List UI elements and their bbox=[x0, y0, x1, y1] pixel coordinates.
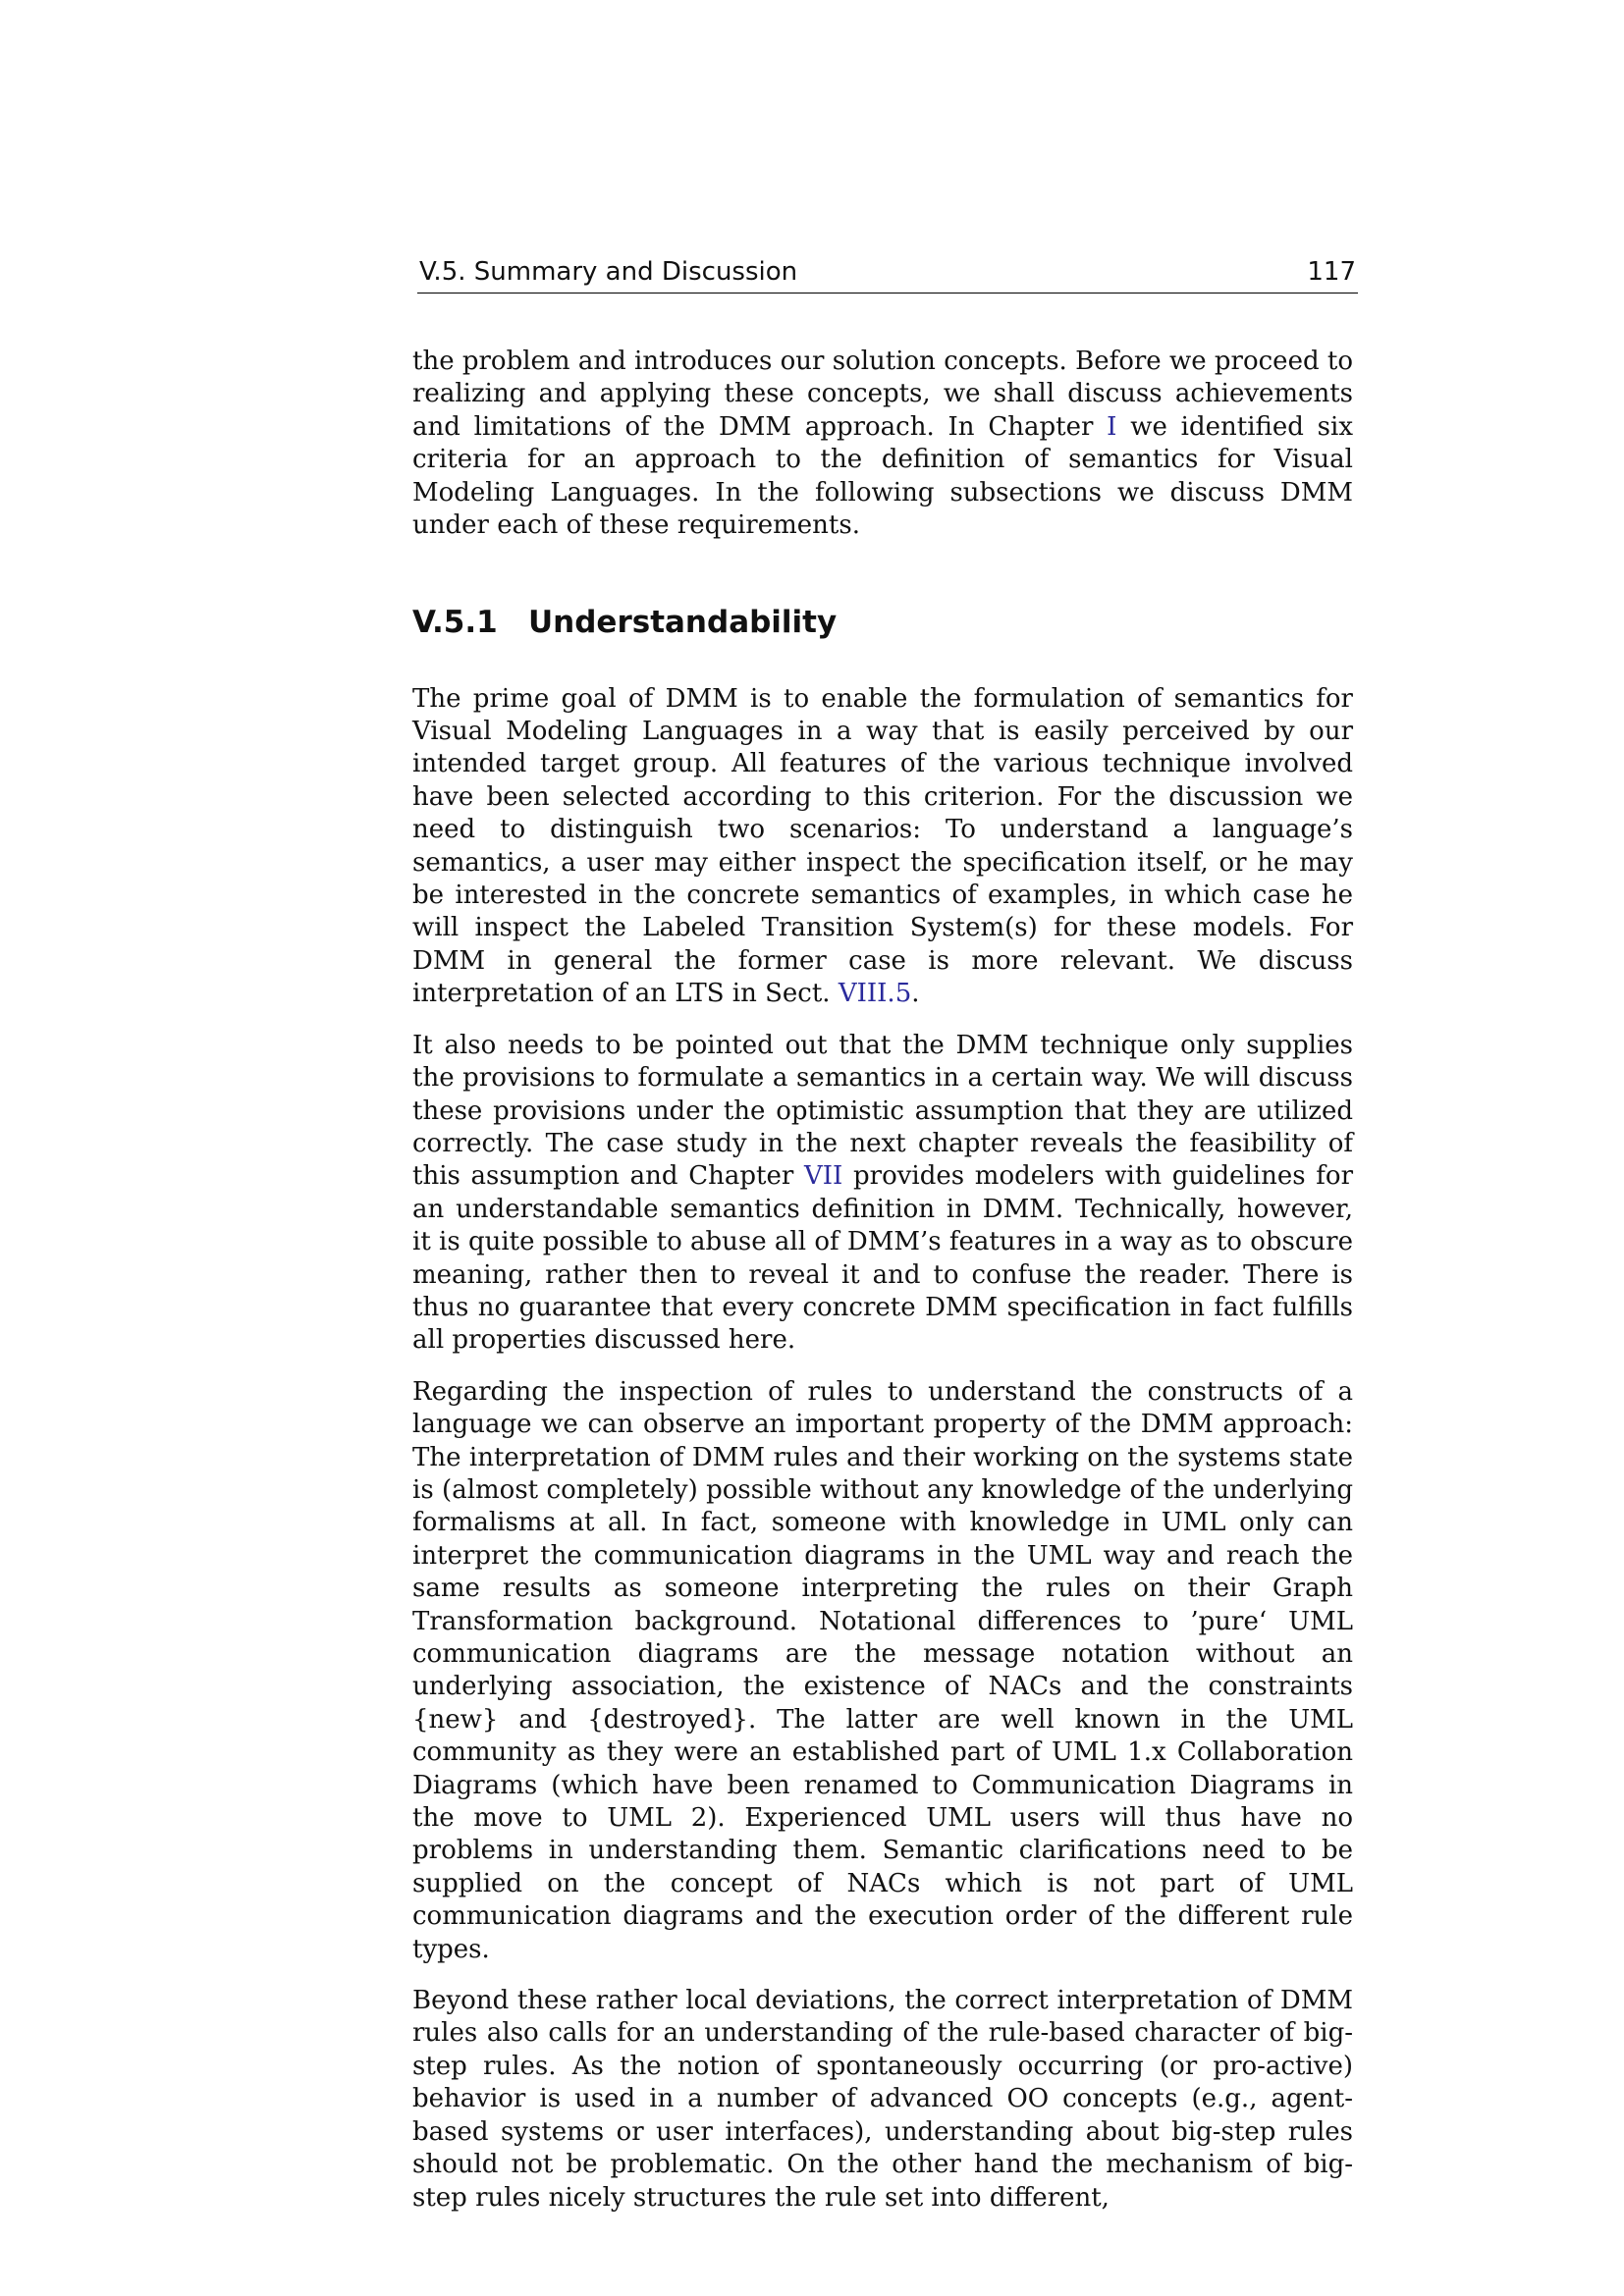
paragraph-text: we identified six criteria for an approach to the definition of semantics for Visual Modeling Languages. In the following subsections we discuss DMM under each of these requirements. bbox=[412, 411, 1353, 541]
paragraph-text: The prime goal of DMM is to enable the formulation of semantics for Visual Modeling Languages in a way that is easily perceived by our intended target group. All features of the various technique involved have been selected according to this criterion. For the discussion we need to distinguish two scenarios: To understand a language’s semantics, a user may either inspect the specification itself, or he may be interested in the concrete semantics of examples, in which case he will inspect the Labeled Transition System(s) for these models. For DMM in general the former case is more relevant. We discuss interpretation of an LTS in Sect. bbox=[412, 683, 1353, 1009]
paragraph-big-step-rules: Beyond these rather local deviations, the correct interpretation of DMM rules also calls for an understanding of the rule-based character of big-step rules. As the notion of spontaneously occurring (or pro-active) behavior is used in a number of advanced OO concepts (e.g., agent-based systems or user interfaces), understanding about big-step rules should not be problematic. On the other hand the mechanism of big-step rules nicely structures the rule set into different, bbox=[412, 1986, 1353, 2213]
section-heading bbox=[412, 605, 1353, 641]
paragraph-text: . bbox=[911, 979, 920, 1009]
section-ref-link[interactable]: VIII.5 bbox=[838, 979, 912, 1009]
running-header bbox=[417, 255, 1358, 294]
body-text bbox=[412, 346, 1353, 2233]
section-number: V.5.1 bbox=[412, 605, 498, 641]
running-header-title: V.5. Summary and Discussion bbox=[419, 257, 798, 287]
paragraph-text: the problem and introduces our solution concepts. Before we proceed to realizing and applying these concepts, we shall discuss achievements and limitations of the DMM approach. In Chapter bbox=[412, 347, 1353, 442]
chapter-ref-link[interactable]: VII bbox=[803, 1161, 843, 1192]
section-title: Understandability bbox=[528, 605, 838, 641]
paragraph-rules-inspection: Regarding the inspection of rules to understand the constructs of a language we can observe an important property of the DMM approach: The interpretation of DMM rules and their working on the systems state is (almost completely) possible without any knowledge of the underlying formalisms at all. In fact, someone with knowledge in UML only can interpret the communication diagrams in the UML way and reach the same results as someone interpreting the rules on their Graph Transformation background. Notational differences to ’pure‘ UML communication diagrams are the message notation without an underlying association, the existence of NACs and the constraints {new} and {destroyed}. The latter are well known in the UML community as they were an established part of UML 1.x Collaboration Diagrams (which have been renamed to Communication Diagrams in the move to UML 2). Experienced UML users will thus have no problems in understanding them. Semantic clarifications need to be supplied on the concept of NACs which is not part of UML communication diagrams and the execution order of the different rule types. bbox=[412, 1376, 1353, 1964]
paragraph-goal bbox=[412, 683, 1353, 1011]
paragraph-text: provides modelers with guidelines for an understandable semantics definition in DMM. Technically, however, it is quite possible to abuse all of DMM’s features in a way as to obscure meaning, rather then to reveal it and to confuse the reader. There is thus no guarantee that every concrete DMM specification in fact fulfills all properties discussed here. bbox=[412, 1161, 1353, 1356]
paragraph-text: It also needs to be pointed out that the DMM technique only supplies the provisions to formulate a semantics in a certain way. We will discuss these provisions under the optimistic assumption that they are utilized correctly. The case study in the next chapter reveals the feasibility of this assumption and Chapter bbox=[412, 1030, 1353, 1192]
paragraph-provisions bbox=[412, 1030, 1353, 1358]
page-number: 117 bbox=[1307, 257, 1356, 287]
chapter-ref-link[interactable]: I bbox=[1107, 411, 1117, 442]
paragraph-intro bbox=[412, 346, 1353, 542]
